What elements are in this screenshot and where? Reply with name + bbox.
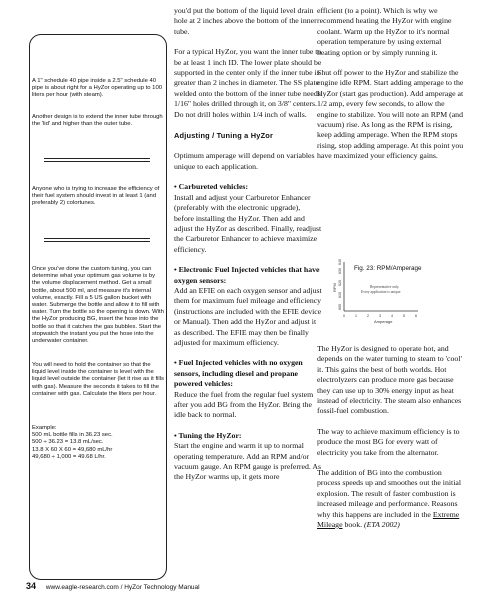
x-ticks [343, 314, 417, 318]
subheading: • Electronic Fuel Injected vehicles that have oxygen sensors: [174, 265, 320, 285]
paragraph: Shut off power to the HyZor and stabilize the engine idle RPM. Start adding amperage to the HyZor (start gas production). Add amperage at 1/2 amp, every few seconds, to allow the engine to stabilize. You will note an RPM (and vacuum) rise. As long as the RPM is rising, keep adding amperage. When the RPM stops rising, stop adding amperage. At this point you have maximized your efficiency gains. [317, 68, 464, 161]
rpm-amperage-graph [328, 248, 478, 348]
paragraph: Start the engine and warm it up to normal operating temperature. Add an RPM and/or vacuum gauge. An RPM gauge is preferred. As the HyZor warms up, it gets more [174, 441, 322, 482]
y-tick-label: 610 [338, 292, 342, 298]
sidebar-example: Example: 500 mL bottle fills in 36.23 sec. 500 ÷ 36.23 = 13.8 mL/sec. 13.8 X 60 X 60 = 49,680 mL/hr 49,680 ÷ 1,000 = 49.68 L/hr. [32, 425, 113, 460]
column-right-top [317, 6, 465, 162]
footer-text: www.eagle-research.com / HyZor Technology Manual [45, 584, 200, 591]
subheading: • Carbureted vehicles: [174, 182, 249, 192]
sidebar-note-colortune: Anyone who is trying to increase the efficiency of their fuel system should invest in at least 1 (and preferably 2) colortunes. [32, 186, 160, 207]
paragraph: The way to achieve maximum efficiency is to produce the most BG for every watt of electricity you take from the alternator. [317, 426, 460, 457]
paragraph: The HyZor is designed to operate hot, and depends on the water turning to steam to 'cool' it. This gains the best of both worlds. Hot electrolyzers can produce more gas because they can use up to 30% energy input as heat instead of electricity. The steam also enhances fossil-fuel combustion. [317, 344, 462, 416]
x-axis-label: Amperage [374, 319, 393, 324]
x-tick-label: 3 [379, 314, 381, 318]
y-ticks [338, 259, 342, 310]
sidebar-note-pipe: A 1" schedule 40 pipe inside a 2.5" schedule 40 pipe is about right for a HyZor operating up to 100 liters per hour (with steam). [32, 78, 162, 99]
y-tick-label: 620 [338, 280, 342, 286]
x-tick-label: 2 [367, 314, 369, 318]
paragraph: Reduce the fuel from the regular fuel system after you add BG from the HyZor. Bring the idle back to normal. [174, 389, 314, 420]
sidebar-divider [44, 238, 150, 242]
paragraph: The addition of BG into the combustion process speeds up and smoothes out the initial explosion. The result of faster combustion is increased mileage and performance. Reasons why this happens are included in the Extreme Mileage book. (ETA 2002) [317, 468, 462, 530]
sidebar-note-measure: You will need to hold the container so that the liquid level inside the container is level with the liquid level outside the container (let it rise as it fills with gas). Measure the seconds it takes to fill the container with gas. Calculate the liters per hour. [32, 362, 164, 397]
subheading: • Fuel Injected vehicles with no oxygen sensors, including diesel and propane powered vehicles: [174, 358, 303, 389]
page-footer [26, 581, 200, 591]
figure-title: Fig. 23: RPM/Amperage [354, 265, 422, 272]
page-number: 34 [26, 581, 37, 591]
y-tick-label: 640 [338, 259, 342, 265]
x-tick-label: 6 [415, 314, 417, 318]
section-heading: Adjusting / Tuning a HyZor [174, 131, 274, 141]
paragraph: For a typical HyZor, you want the inner tube to be at least 1 inch ID. The lower plate should be supported in the center only if the inner tube is greater than 2 inches in diameter. The SS plate welded onto the bottom of the inner tube needs 1/16" holes drilled through it, on 3/8" centers. Do not drill holes within 1/4 inch of walls. [174, 47, 322, 119]
y-tick-label: 600 [338, 304, 342, 310]
sidebar-note-design: Another design is to extend the inner tube through the 'lid' and higher than the outer tube. [32, 114, 163, 128]
graph-note: Every application is unique [361, 290, 401, 294]
paragraph: you'd put the bottom of the liquid level drain hole at 2 inches above the bottom of the inner tube. [174, 6, 317, 36]
subheading: • Tuning the HyZor: [174, 430, 242, 440]
graph-note: Representative only. [370, 285, 400, 289]
sidebar-divider [44, 158, 150, 162]
paragraph: efficient (to a point). Which is why we recommend heating the HyZor with engine coolant. Warm up the HyZor to it's normal operation temperature by using external heating option or by simply running it. [317, 6, 452, 57]
paragraph: Add an EFIE on each oxygen sensor and adjust them for maximum fuel mileage and efficiency (instructions are included with the EFIE device or Manual). Then add the HyZor and adjust it as described. The EFIE may then be finally adjusted for maximum efficiency. [174, 285, 322, 347]
paragraph: Optimum amperage will depend on variables unique to each application. [174, 151, 315, 171]
x-tick-label: 5 [403, 314, 405, 318]
x-tick-label: 0 [343, 314, 345, 318]
x-tick-label: 4 [391, 314, 393, 318]
paragraph: Install and adjust your Carburetor Enhancer (preferably with the electronic upgrade), before installing the HyZor. Then add and adjust the HyZor as described. Finally, readjust the Carburetor Enhancer to achieve maximize efficiency. [174, 192, 322, 254]
sidebar-note-volume: Once you've done the custom tuning, you can determine what your optimum gas volume is by the volume displacement method. Get a small bottle, about 500 ml, and measure it's internal volume, exactly. Fill a 5 US gallon bucket with water. Submerge the bottle and allow it to fill with water. Turn the bottle so the opening is down. With the HyZor producing BG, insert the hose into the bottle so that it catches the gas bubbles. Start the stopwatch the instant you put the hose into the underwater container. [32, 266, 164, 345]
y-tick-label: 630 [338, 268, 342, 274]
y-axis-label: RPM [332, 283, 337, 292]
column-right-bottom [317, 344, 465, 531]
x-tick-label: 1 [355, 314, 357, 318]
book-link-extreme-mileage[interactable]: Extreme Mileage [317, 509, 460, 530]
column-left [174, 6, 322, 483]
